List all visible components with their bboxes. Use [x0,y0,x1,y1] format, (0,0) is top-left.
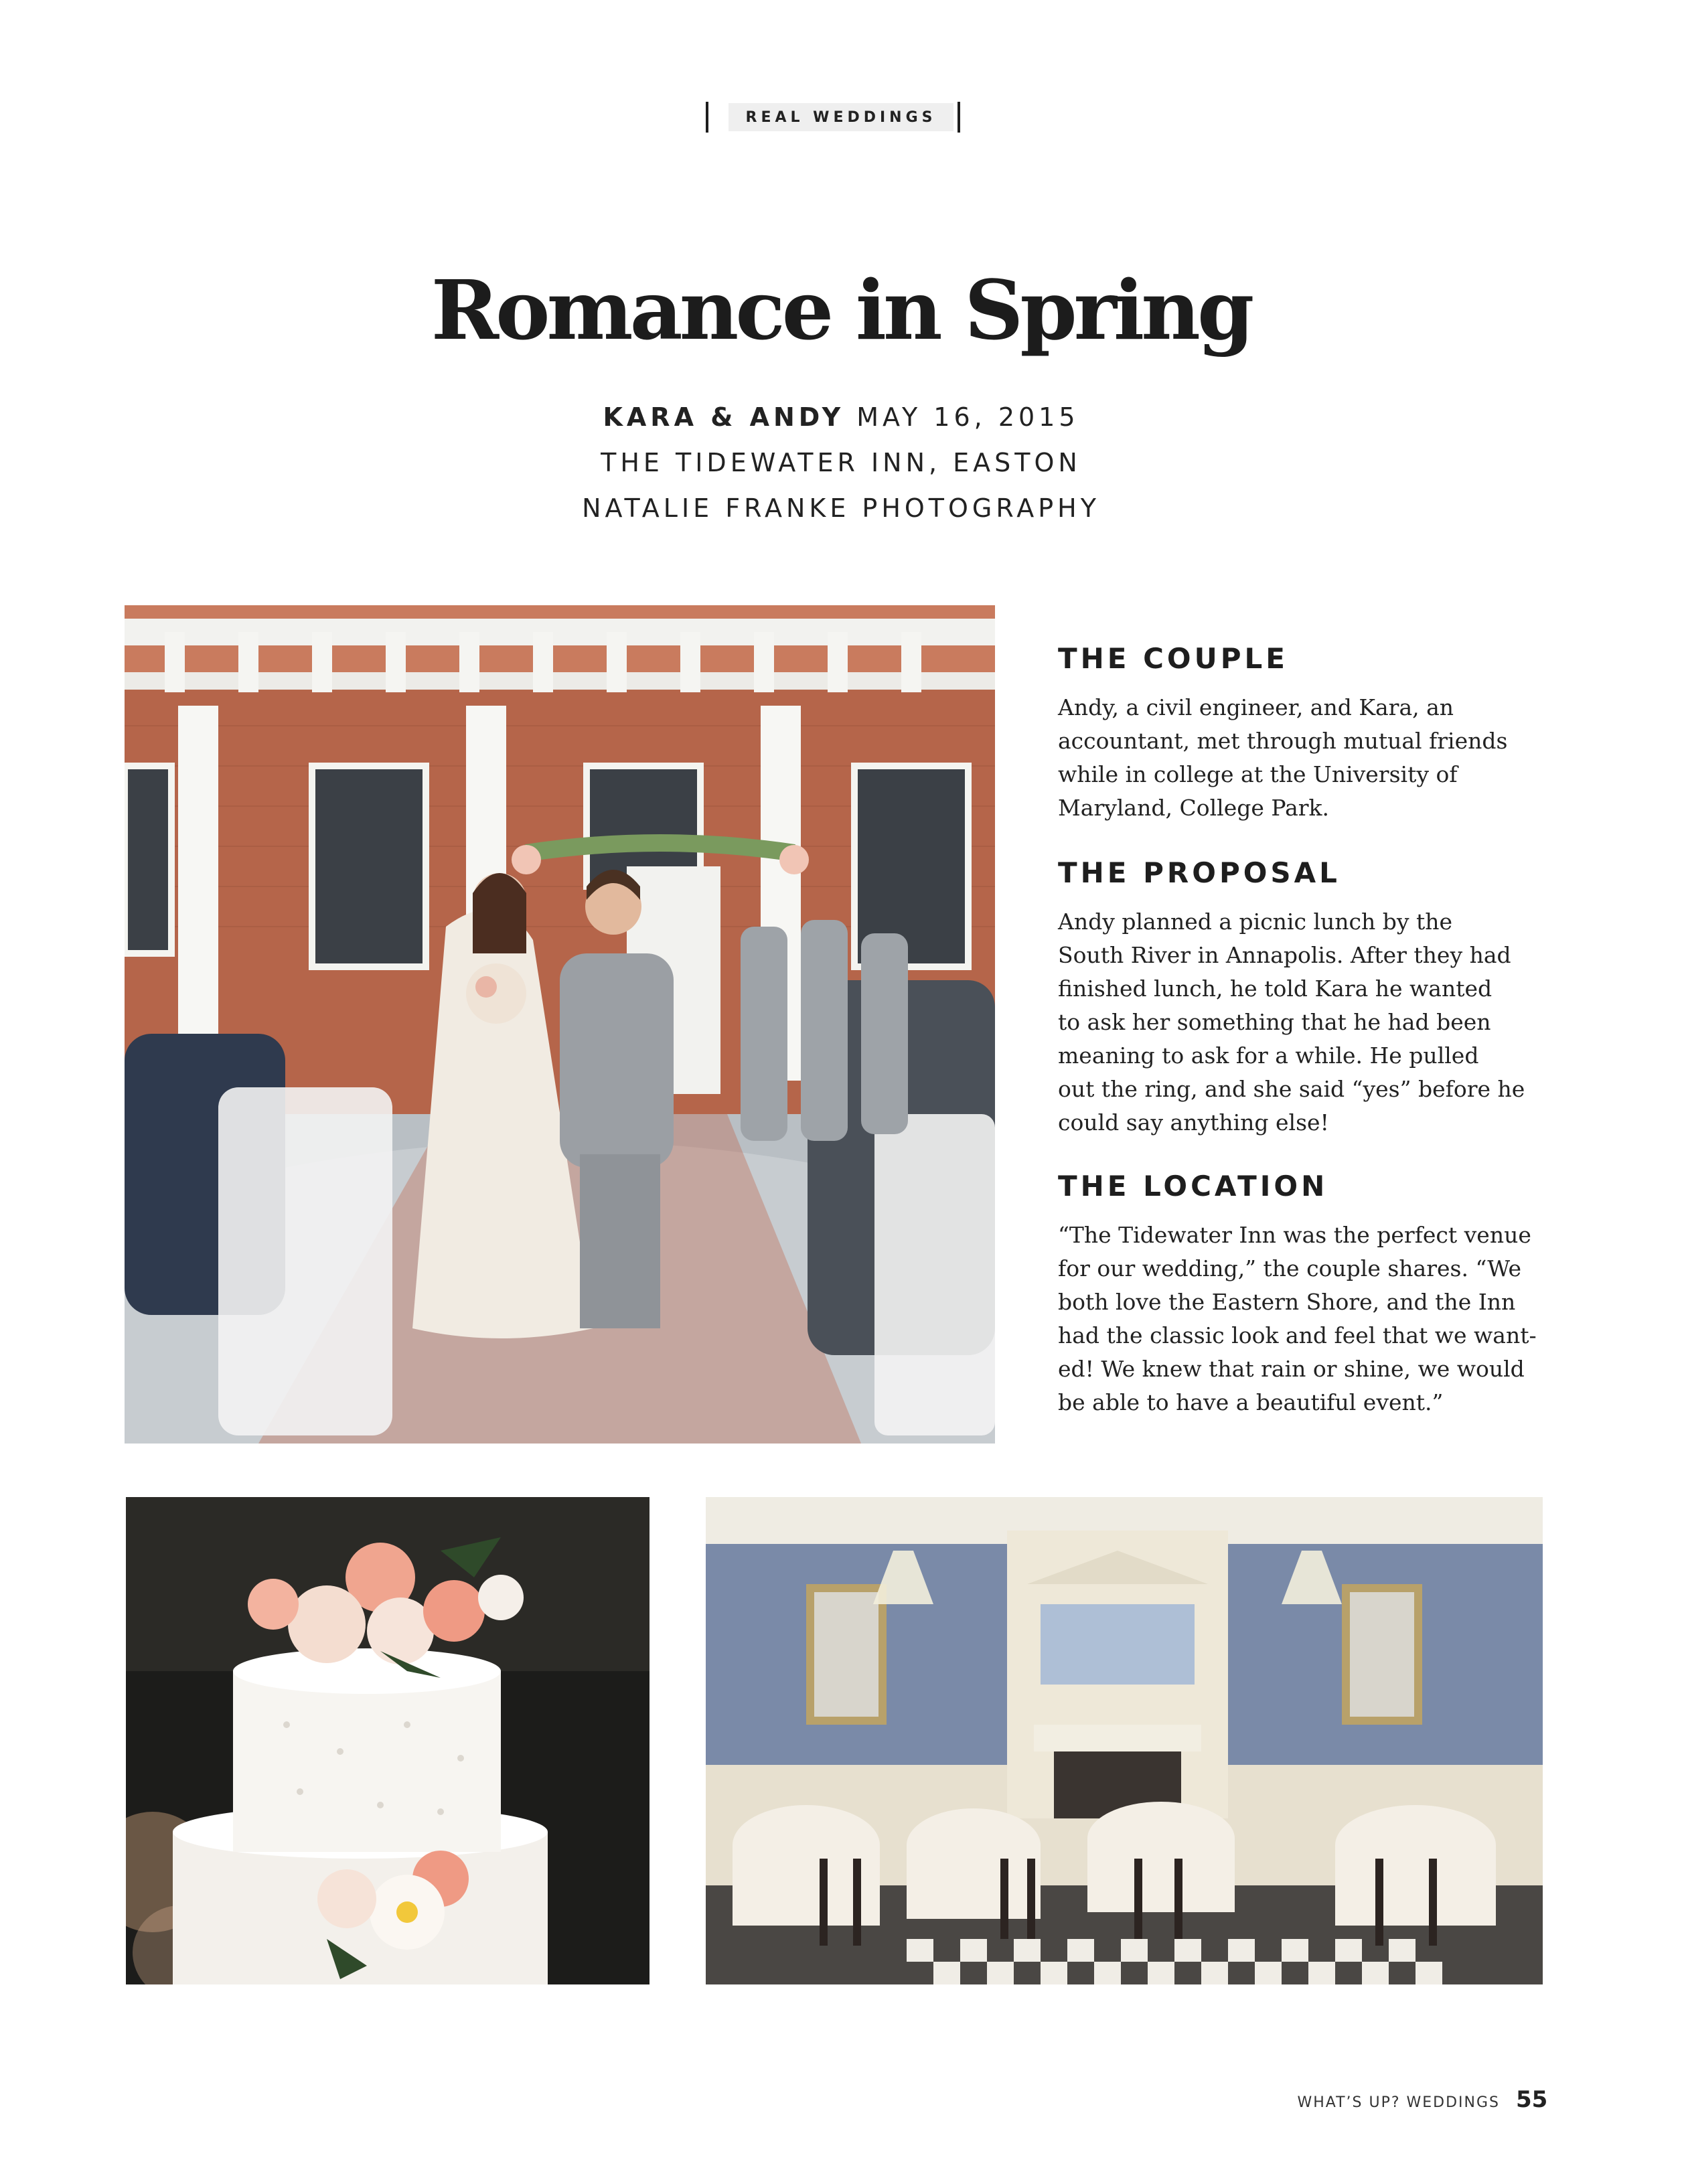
section-body-proposal [1058,905,1540,1140]
page-number: 55 [1516,2086,1548,2113]
body-line: Andy, a civil engineer, and Kara, an [1058,694,1454,720]
footer-publication: WHAT’S UP? WEDDINGS [1297,2094,1500,2111]
body-line: finished lunch, he told Kara he wanted [1058,976,1493,1002]
ceremony-photo [125,605,995,1444]
body-line: accountant, met through mutual friends [1058,728,1508,754]
body-line: out the ring, and she said “yes” before he [1058,1076,1525,1102]
ballroom-photo [706,1497,1543,1984]
body-line: while in college at the University of [1058,761,1458,787]
body-line: Maryland, College Park. [1058,795,1330,821]
section-body-couple [1058,691,1540,825]
wedding-date: MAY 16, 2015 [856,402,1079,432]
body-line: South River in Annapolis. After they had [1058,942,1511,968]
body-line: could say anything else! [1058,1109,1329,1136]
venue-line: THE TIDEWATER INN, EASTON [601,448,1081,477]
article-title: Romance in Spring [431,262,1251,358]
section-tag: REAL WEDDINGS [729,103,953,131]
body-line: both love the Eastern Shore, and the Inn [1058,1289,1516,1315]
body-line: to ask her something that he had been [1058,1009,1491,1035]
cake-photo [126,1497,649,1984]
body-line: for our wedding,” the couple shares. “We [1058,1255,1522,1281]
tag-left-bar [706,102,708,133]
section-heading-location: THE LOCATION [1058,1170,1328,1202]
body-line: be able to have a beautiful event.” [1058,1389,1444,1415]
body-line: ed! We knew that rain or shine, we would [1058,1356,1525,1382]
section-heading-proposal: THE PROPOSAL [1058,856,1341,889]
body-line: “The Tidewater Inn was the perfect venue [1058,1222,1531,1248]
section-heading-couple: THE COUPLE [1058,642,1288,675]
section-body-location [1058,1219,1540,1419]
body-line: Andy planned a picnic lunch by the [1058,909,1453,935]
body-line: meaning to ask for a while. He pulled [1058,1042,1479,1069]
body-line: had the classic look and feel that we want- [1058,1322,1537,1348]
photographer-line: NATALIE FRANKE PHOTOGRAPHY [582,493,1100,523]
tag-right-bar [958,102,960,133]
couple-date-line [0,400,1682,434]
couple-names: KARA & ANDY [603,402,845,432]
